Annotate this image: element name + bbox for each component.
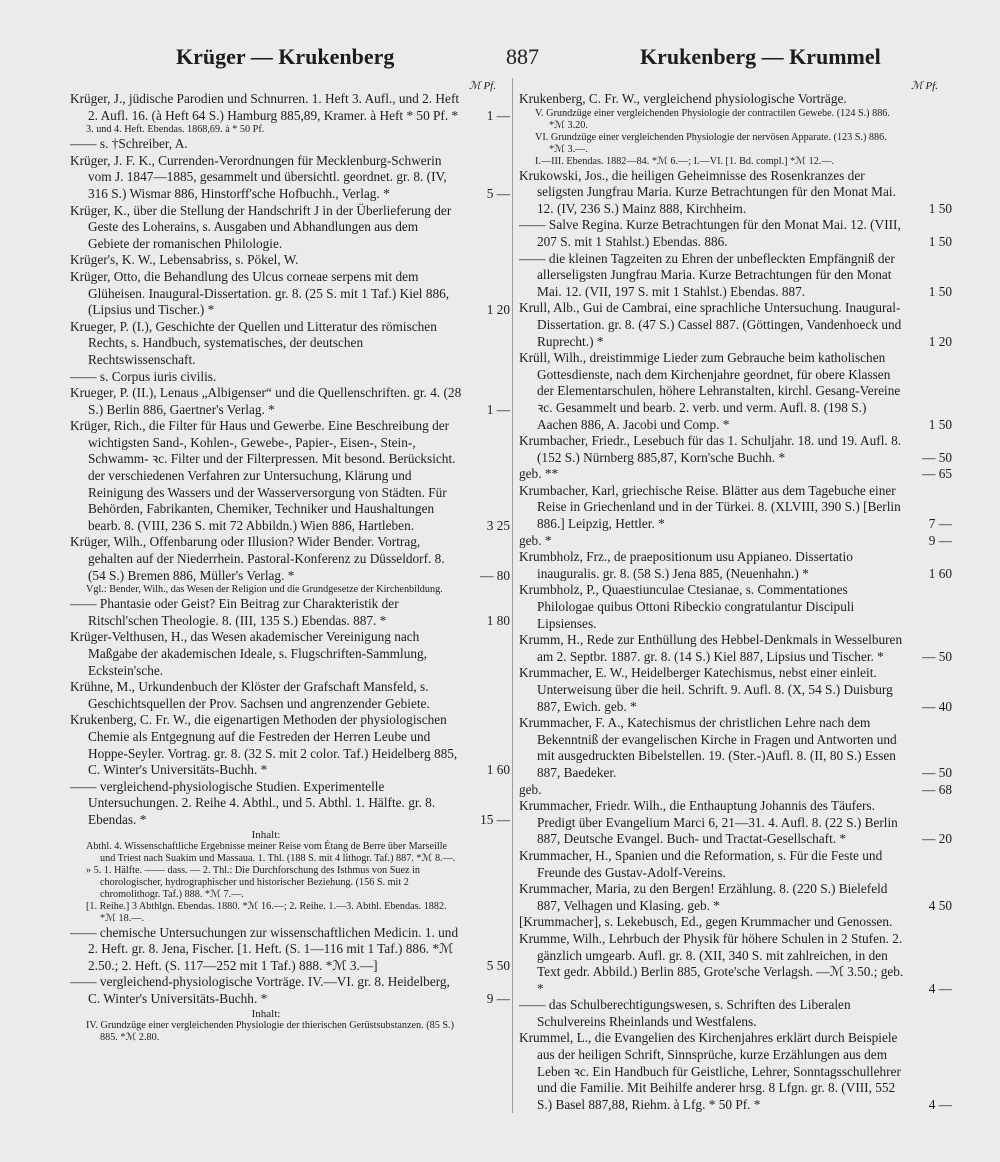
entry-price: 9 — xyxy=(486,990,510,1006)
entry-text: Krumm, H., Rede zur Enthüllung des Hebbel-Denkmals in Wesselburen am 2. Septbr. 1887. gr. 8. (14 S.) Kiel 887, Lipsius und Tischer. * xyxy=(519,632,903,664)
entry-text: Krummacher, E. W., Heidelberger Katechismus, nebst einer einleit. Unterweisung über die heil. Schrift. 9. Aufl. 8. (X, 54 S.) Duisburg 887, Ewich. geb. * xyxy=(519,665,893,714)
entry-price: 1 50 xyxy=(928,283,952,299)
catalog-entry xyxy=(519,997,952,1030)
entry-text: Krukenberg, C. Fr. W., vergleichend physiologische Vorträge. xyxy=(519,91,847,106)
catalog-entry xyxy=(70,385,510,418)
catalog-note: Abthl. 4. Wissenschaftliche Ergebnisse meiner Reise vom Étang de Berre über Marseille und Triest nach Suakim und Massaua. 1. Thl. (188 S. mit 4 lithogr. Taf.) 887. *ℳ 8.—. xyxy=(86,840,456,864)
header-left-title: Krüger — Krukenberg xyxy=(176,44,395,69)
entry-text: Krull, Alb., Gui de Cambrai, eine sprachliche Untersuchung. Inaugural-Dissertation. gr. 8. (47 S.) Cassel 887. (Göttingen, Vandenhoeck und Ruprecht.) * xyxy=(519,300,902,349)
entry-text: Krummacher, Maria, zu den Bergen! Erzählung. 8. (220 S.) Bielefeld 887, Velhagen und Klasing. geb. * xyxy=(519,881,888,913)
catalog-entry xyxy=(519,533,952,550)
catalog-entry xyxy=(519,466,952,483)
entry-price: 1 50 xyxy=(928,416,952,432)
entry-price: — 68 xyxy=(922,781,952,797)
entry-text: Krüger, J., jüdische Parodien und Schnurren. 1. Heft 3. Aufl., und 2. Heft 2. Aufl. 16. (à Heft 64 S.) Hamburg 885,89, Kramer. à Heft * 50 Pf. * xyxy=(70,91,460,123)
catalog-entry xyxy=(70,418,510,534)
entry-price: — 50 xyxy=(922,764,952,780)
catalog-note: Inhalt: xyxy=(251,828,281,841)
entry-text: geb. * xyxy=(519,532,552,548)
entry-price: — 50 xyxy=(922,449,952,465)
catalog-entry xyxy=(519,1030,952,1113)
entry-price: — 80 xyxy=(480,567,510,583)
catalog-entry xyxy=(70,629,510,679)
catalog-entry xyxy=(70,534,510,584)
entry-text: Krumbholz, Frz., de praepositionum usu Appianeo. Dissertatio inauguralis. gr. 8. (58 S.) Jena 885, (Neuenhahn.) * xyxy=(519,549,853,581)
catalog-entry xyxy=(70,596,510,629)
entry-price: 1 60 xyxy=(486,762,510,778)
catalog-entry xyxy=(519,251,952,301)
catalog-entry xyxy=(519,881,952,914)
catalog-entry xyxy=(519,433,952,466)
entry-text: —— das Schulberechtigungswesen, s. Schriften des Liberalen Schulvereins Rheinlands und Westfalens. xyxy=(519,997,851,1029)
catalog-entry xyxy=(519,914,952,931)
catalog-entry xyxy=(70,779,510,829)
catalog-entry xyxy=(519,782,952,799)
catalog-entry xyxy=(70,136,510,153)
entry-text: Krumbacher, Friedr., Lesebuch für das 1. Schuljahr. 18. und 19. Aufl. 8. (152 S.) Nürnberg 885,87, Korn'sche Buchh. * xyxy=(519,433,902,465)
entry-text: —— Salve Regina. Kurze Betrachtungen für den Monat Mai. 12. (VIII, 207 S. mit 1 Stahlst.) Ebendas. 886. xyxy=(519,217,901,249)
entry-text: —— vergleichend-physiologische Studien. Experimentelle Untersuchungen. 2. Reihe 4. Abthl., und 5. Abthl. 1. Hälfte. gr. 8. Ebendas. * xyxy=(70,778,436,827)
entry-text: —— Phantasie oder Geist? Ein Beitrag zur Charakteristik der Ritschl'schen Theologie. 8. (III, 135 S.) Ebendas. 887. * xyxy=(70,596,399,628)
catalog-entry xyxy=(70,369,510,386)
catalog-note: [1. Reihe.] 3 Abthlgn. Ebendas. 1880. *ℳ 16.—; 2. Reihe. 1.—3. Abthl. Ebendas. 1882. *ℳ 18.—. xyxy=(86,900,447,924)
entry-price: — 20 xyxy=(922,831,952,847)
entry-text: —— die kleinen Tagzeiten zu Ehren der unbefleckten Empfängniß der allerseligsten Jungfrau Maria. Kurze Betrachtungen für den Monat Mai. 12. (VII, 197 S. mit 1 Stahlst.) Ebendas. 887. xyxy=(519,250,895,299)
catalog-entry xyxy=(70,269,510,319)
entry-text: Krühne, M., Urkundenbuch der Klöster der Grafschaft Mansfeld, s. Geschichtsquellen der Prov. Sachsen und angrenzender Gebiete. xyxy=(70,679,430,711)
right-column xyxy=(512,78,952,1113)
entry-price: 1 20 xyxy=(928,333,952,349)
catalog-entry xyxy=(70,319,510,369)
entry-text: Krüll, Wilh., dreistimmige Lieder zum Gebrauche beim katholischen Gottesdienste, nach dem Kirchenjahre geordnet, für obere Klassen der Elementarschulen, höhere Lehranstalten, kirchl. Gesang-Vereine ꝛc. Gesammelt und bearb. 2. verb. und verm. Aufl. 8. (198 S.) Aachen 886, A. Jacobi und Comp. * xyxy=(519,350,901,432)
entry-price: 5 — xyxy=(486,185,510,201)
catalog-note: VI. Grundzüge einer vergleichenden Physiologie der nervösen Apparate. (123 S.) 886. *ℳ 3.—. xyxy=(535,131,887,155)
entry-text: Krueger, P. (II.), Lenaus „Albigenser“ und die Quellenschriften. gr. 4. (28 S.) Berlin 886, Gaertner's Verlag. * xyxy=(70,385,462,417)
entry-text: Krüger, Rich., die Filter für Haus und Gewerbe. Eine Beschreibung der wichtigsten Sand-, Kohlen-, Gewebe-, Papier-, Eisen-, Stein-, Schwamm- ꝛc. Filter und der Filterpressen. Mit besond. Berücksicht. der verschiedenen Verfahren zur Untersuchung, Klärung und Reinigung des Wassers und der Wasserversorgung von Städten. Für Behörden, Fabrikanten, Chemiker, Techniker und Haushaltungen bearb. 8. (VIII, 236 S. mit 72 Abbildn.) Wien 886, Hartleben. xyxy=(70,418,456,533)
entry-price: 1 20 xyxy=(486,302,510,318)
entry-text: Krukenberg, C. Fr. W., die eigenartigen Methoden der physiologischen Chemie als Entgegnung auf die Festreden der Herren Leube und Hoppe-Seyler. Vortrag. gr. 8. (32 S. mit 2 color. Taf.) Heidelberg 885, C. Winter's Universitäts-Buchh. * xyxy=(70,712,458,778)
entry-text: geb. ** xyxy=(519,466,559,482)
entry-price: 1 60 xyxy=(928,565,952,581)
catalog-entry xyxy=(519,350,952,433)
catalog-entry xyxy=(519,582,952,632)
catalog-entry xyxy=(519,483,952,533)
entry-price: 4 — xyxy=(928,1096,952,1112)
catalog-note: V. Grundzüge einer vergleichenden Physiologie der contractilen Gewebe. (124 S.) 886. *ℳ 3.20. xyxy=(535,107,890,131)
entry-text: Krüger-Velthusen, H., das Wesen akademischer Vereinigung nach Maßgabe der akademischen Ideale, s. Flugschriften-Sammlung, Eckstein'sche. xyxy=(70,629,427,678)
entry-price: 3 25 xyxy=(486,517,510,533)
header-right-title: Krukenberg — Krummel xyxy=(640,44,881,69)
catalog-note: IV. Grundzüge einer vergleichenden Physiologie der thierischen Gerüstsubstanzen. (85 S.) 885. *ℳ 2.80. xyxy=(86,1019,454,1043)
entry-price: — 40 xyxy=(922,698,952,714)
catalog-entry xyxy=(519,665,952,715)
catalog-note: I.—III. Ebendas. 1882—84. *ℳ 6.—; I.—VI. [1. Bd. compl.] *ℳ 12.—. xyxy=(535,155,835,167)
catalog-entry xyxy=(519,798,952,848)
entry-price: 1 50 xyxy=(928,200,952,216)
entry-text: Krüger, K., über die Stellung der Handschrift J in der Überlieferung der Geste des Loherains, s. Ausgaben und Abhandlungen aus dem Gebiete der romanischen Philologie. xyxy=(70,202,452,251)
column-price-head: ℳ Pf. xyxy=(468,80,496,92)
catalog-entry xyxy=(70,712,510,778)
page-number: 887 xyxy=(506,44,539,69)
entry-text: [Krummacher], s. Lekebusch, Ed., gegen Krummacher und Genossen. xyxy=(519,914,893,930)
entry-price: 1 — xyxy=(486,401,510,417)
entry-price: 4 50 xyxy=(928,897,952,913)
catalog-entry xyxy=(519,168,952,218)
catalog-entry xyxy=(70,153,510,203)
catalog-note: » 5. 1. Hälfte. —— dass. — 2. Thl.: Die Durchforschung des Isthmus von Suez in chorologischer, hydrographischer und historischer Beziehung. (156 S. mit 2 chromolithogr. Taf.) 888. *ℳ 7.—. xyxy=(86,864,420,900)
column-price-head: ℳ Pf. xyxy=(910,80,938,92)
running-header xyxy=(80,44,960,76)
entry-text: Krüger, Otto, die Behandlung des Ulcus corneae serpens mit dem Glüheisen. Inaugural-Dissertation. gr. 8. (25 S. mit 1 Taf.) Kiel 886, (Lipsius und Tischer.) * xyxy=(70,268,450,318)
catalog-entry xyxy=(70,679,510,712)
catalog-note: Vgl.: Bender, Wilh., das Wesen der Religion und die Grundgesetze der Kirchenbildung. xyxy=(86,584,443,596)
catalog-entry xyxy=(519,217,952,250)
catalog-entry xyxy=(519,91,952,108)
entry-text: Krüger's, K. W., Lebensabriss, s. Pökel, W. xyxy=(70,252,299,268)
catalog-entry xyxy=(519,931,952,997)
entry-text: geb. xyxy=(519,781,542,797)
catalog-entry xyxy=(70,925,510,975)
entry-text: Krumbacher, Karl, griechische Reise. Blätter aus dem Tagebuche einer Reise in Griechenland und in der Türkei. 8. (XLVIII, 390 S.) [Berlin 886.] Leipzig, Hettler. * xyxy=(519,482,901,532)
catalog-entry xyxy=(70,203,510,253)
catalog-entry xyxy=(70,252,510,269)
entry-price: 9 — xyxy=(928,532,952,548)
entry-text: —— s. †Schreiber, A. xyxy=(70,136,188,152)
catalog-note: 3. und 4. Heft. Ebendas. 1868,69. à * 50 Pf. xyxy=(86,124,265,136)
catalog-entry xyxy=(519,549,952,582)
entry-text: Krumbholz, P., Quaestiunculae Ctesianae, s. Commentationes Philologae quibus Ottoni Ribeckio congratulantur Discipuli Lipsienses. xyxy=(519,582,855,631)
entry-text: Krummel, L., die Evangelien des Kirchenjahres erklärt durch Beispiele aus der heiligen Schrift, Sinnsprüche, kurze Erzählungen aus dem Leben ꝛc. Ein Handbuch für Geistliche, Lehrer, Sonntagsschullehrer und die Familie. Mit Beihilfe anderer hrsg. 8 Lfgn. gr. 8. (VIII, 552 S.) Basel 887,88, Riehm. à Lfg. * 50 Pf. * xyxy=(519,1030,901,1112)
catalog-entry xyxy=(519,632,952,665)
entry-price: 1 50 xyxy=(928,233,952,249)
entry-text: Krueger, P. (I.), Geschichte der Quellen und Litteratur des römischen Rechts, s. Handbuch, systematisches, der deutschen Rechtswissenschaft. xyxy=(70,318,437,367)
entry-text: —— vergleichend-physiologische Vorträge. IV.—VI. gr. 8. Heidelberg, C. Winter's Universitäts-Buchh. * xyxy=(70,974,450,1006)
entry-price: — 65 xyxy=(922,466,952,482)
entry-text: Krüger, J. F. K., Currenden-Verordnungen für Mecklenburg-Schwerin vom J. 1847—1885, gesammelt und übersichtl. geordnet. gr. 8. (IV, 316 S.) Wismar 886, Hinstorff'sche Hofbuchh., Verlag. * xyxy=(70,152,447,201)
entry-price: 15 — xyxy=(480,811,510,827)
catalog-entry xyxy=(519,848,952,881)
catalog-note: Inhalt: xyxy=(251,1007,281,1020)
entry-price: — 50 xyxy=(922,648,952,664)
entry-text: Krüger, Wilh., Offenbarung oder Illusion? Wider Bender. Vortrag, gehalten auf der Niederrhein. Pastoral-Konferenz zu Düsseldorf. 8. (54 S.) Bremen 886, Müller's Verlag. * xyxy=(70,534,445,583)
entry-price: 7 — xyxy=(928,516,952,532)
entry-text: Krumme, Wilh., Lehrbuch der Physik für höhere Schulen in 2 Stufen. 2. gänzlich umgearb. Aufl. gr. 8. (XII, 340 S. mit zahlreichen, in den Text gedr. Abbild.) Berlin 885, Grote'sche Verlagsh. —ℳ 3.50.; geb. * xyxy=(519,930,904,996)
left-column xyxy=(70,78,510,1044)
catalog-entry xyxy=(70,974,510,1007)
entry-price: 5 50 xyxy=(486,957,510,973)
entry-text: Krummacher, Friedr. Wilh., die Enthauptung Johannis des Täufers. Predigt über Evangelium Marci 6, 21—31. 4. Aufl. 8. (22 S.) Berlin 887, Deutsche Evangel. Buch- und Tractat-Gesellschaft. * xyxy=(519,798,898,847)
catalog-entry xyxy=(70,91,510,124)
catalog-entry xyxy=(519,300,952,350)
entry-price: 4 — xyxy=(928,980,952,996)
entry-text: Krukowski, Jos., die heiligen Geheimnisse des Rosenkranzes der seligsten Jungfrau Maria. Kurze Betrachtungen für den Monat Mai. 12. (IV, 236 S.) Mainz 888, Kirchheim. xyxy=(519,167,896,216)
entry-text: —— chemische Untersuchungen zur wissenschaftlichen Medicin. 1. und 2. Heft. gr. 8. Jena, Fischer. [1. Heft. (S. 1—116 mit 1 Taf.) 886. *ℳ 2.50.; 2. Heft. (S. 117—252 mit 1 Taf.) 888. *ℳ 3.—] xyxy=(70,924,459,973)
entry-price: 1 — xyxy=(486,107,510,123)
entry-text: Krummacher, H., Spanien und die Reformation, s. Für die Feste und Freunde des Gustav-Adolf-Vereins. xyxy=(519,847,883,880)
entry-text: —— s. Corpus iuris civilis. xyxy=(70,368,217,384)
entry-text: Krummacher, F. A., Katechismus der christlichen Lehre nach dem Bekenntniß der evangelischen Kirche in Fragen und Antworten und mit ausgedruckten Bibelstellen. 19. (Ster.-)Aufl. 8. (II, 80 S.) Essen 887, Baedeker. xyxy=(519,715,897,780)
entry-price: 1 80 xyxy=(486,612,510,628)
catalog-entry xyxy=(519,715,952,781)
